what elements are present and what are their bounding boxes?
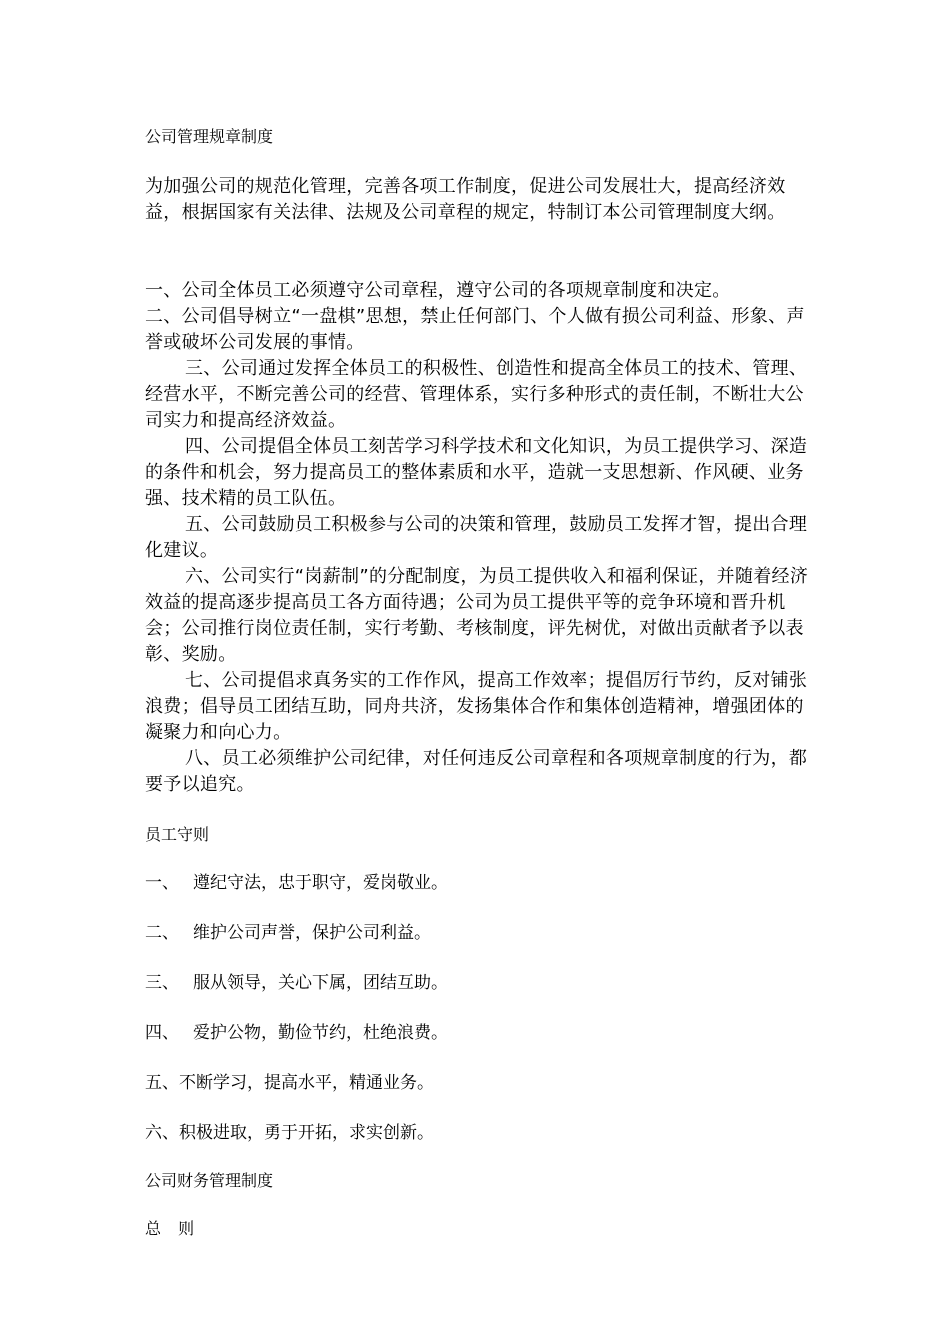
code-item-text: 爱护公物，勤俭节约，杜绝浪费。 <box>193 1023 448 1043</box>
article-6: 六、公司实行“岗薪制”的分配制度，为员工提供收入和福利保证，并随着经济效益的提高逐步提高员工各方面待遇；公司为员工提供平等的竞争环境和晋升机会；公司推行岗位责任制，实行考勤、考核制度，评先树优，对做出贡献者予以表彰、奖励。 <box>145 566 809 665</box>
code-item-text: 不断学习，提高水平，精通业务。 <box>179 1073 434 1093</box>
article-1: 一、公司全体员工必须遵守公司章程，遵守公司的各项规章制度和决定。 <box>145 280 731 301</box>
code-item-number: 二、 <box>145 923 179 943</box>
code-item-number: 四、 <box>145 1023 179 1043</box>
intro-paragraph: 为加强公司的规范化管理，完善各项工作制度，促进公司发展壮大，提高经济效益，根据国家有关法律、法规及公司章程的规定，特制订本公司管理制度大纲。 <box>145 176 786 223</box>
finance-policy-title: 公司财务管理制度 <box>145 1171 274 1190</box>
employee-code-list <box>145 870 810 1146</box>
article-2: 二、公司倡导树立“一盘棋”思想，禁止任何部门、个人做有损公司利益、形象、声誉或破坏公司发展的事情。 <box>145 306 805 353</box>
article-8: 八、员工必须维护公司纪律，对任何违反公司章程和各项规章制度的行为，都要予以追究。 <box>145 748 808 795</box>
code-item-text: 服从领导，关心下属，团结互助。 <box>193 973 448 993</box>
code-item-number: 一、 <box>145 873 179 893</box>
code-item-6 <box>145 1120 810 1146</box>
code-item-3 <box>145 970 810 996</box>
code-item-5 <box>145 1070 810 1096</box>
code-item-number: 五、 <box>145 1073 179 1093</box>
articles-section <box>145 278 810 798</box>
document-page <box>145 124 810 1242</box>
code-item-number: 六、 <box>145 1123 179 1143</box>
code-item-text: 维护公司声誉，保护公司利益。 <box>193 923 431 943</box>
code-item-number: 三、 <box>145 973 179 993</box>
article-4: 四、公司提倡全体员工刻苦学习科学技术和文化知识，为员工提供学习、深造的条件和机会，努力提高员工的整体素质和水平，造就一支思想新、作风硬、业务强、技术精的员工队伍。 <box>145 436 808 509</box>
code-item-4 <box>145 1020 810 1046</box>
employee-code-title: 员工守则 <box>145 825 210 844</box>
article-7: 七、公司提倡求真务实的工作作风，提高工作效率；提倡厉行节约，反对铺张浪费；倡导员工团结互助，同舟共济，发扬集体合作和集体创造精神，增强团体的凝聚力和向心力。 <box>145 670 808 743</box>
code-item-2 <box>145 920 810 946</box>
code-item-text: 遵纪守法，忠于职守，爱岗敬业。 <box>193 873 448 893</box>
code-item-text: 积极进取，勇于开拓，求实创新。 <box>179 1123 434 1143</box>
article-3: 三、公司通过发挥全体员工的积极性、创造性和提高全体员工的技术、管理、经营水平，不断完善公司的经营、管理体系，实行多种形式的责任制，不断壮大公司实力和提高经济效益。 <box>145 358 808 431</box>
document-title: 公司管理规章制度 <box>145 127 274 146</box>
general-provisions-title: 总 则 <box>145 1219 201 1238</box>
code-item-1 <box>145 870 810 896</box>
article-5: 五、公司鼓励员工积极参与公司的决策和管理，鼓励员工发挥才智，提出合理化建议。 <box>145 514 808 561</box>
